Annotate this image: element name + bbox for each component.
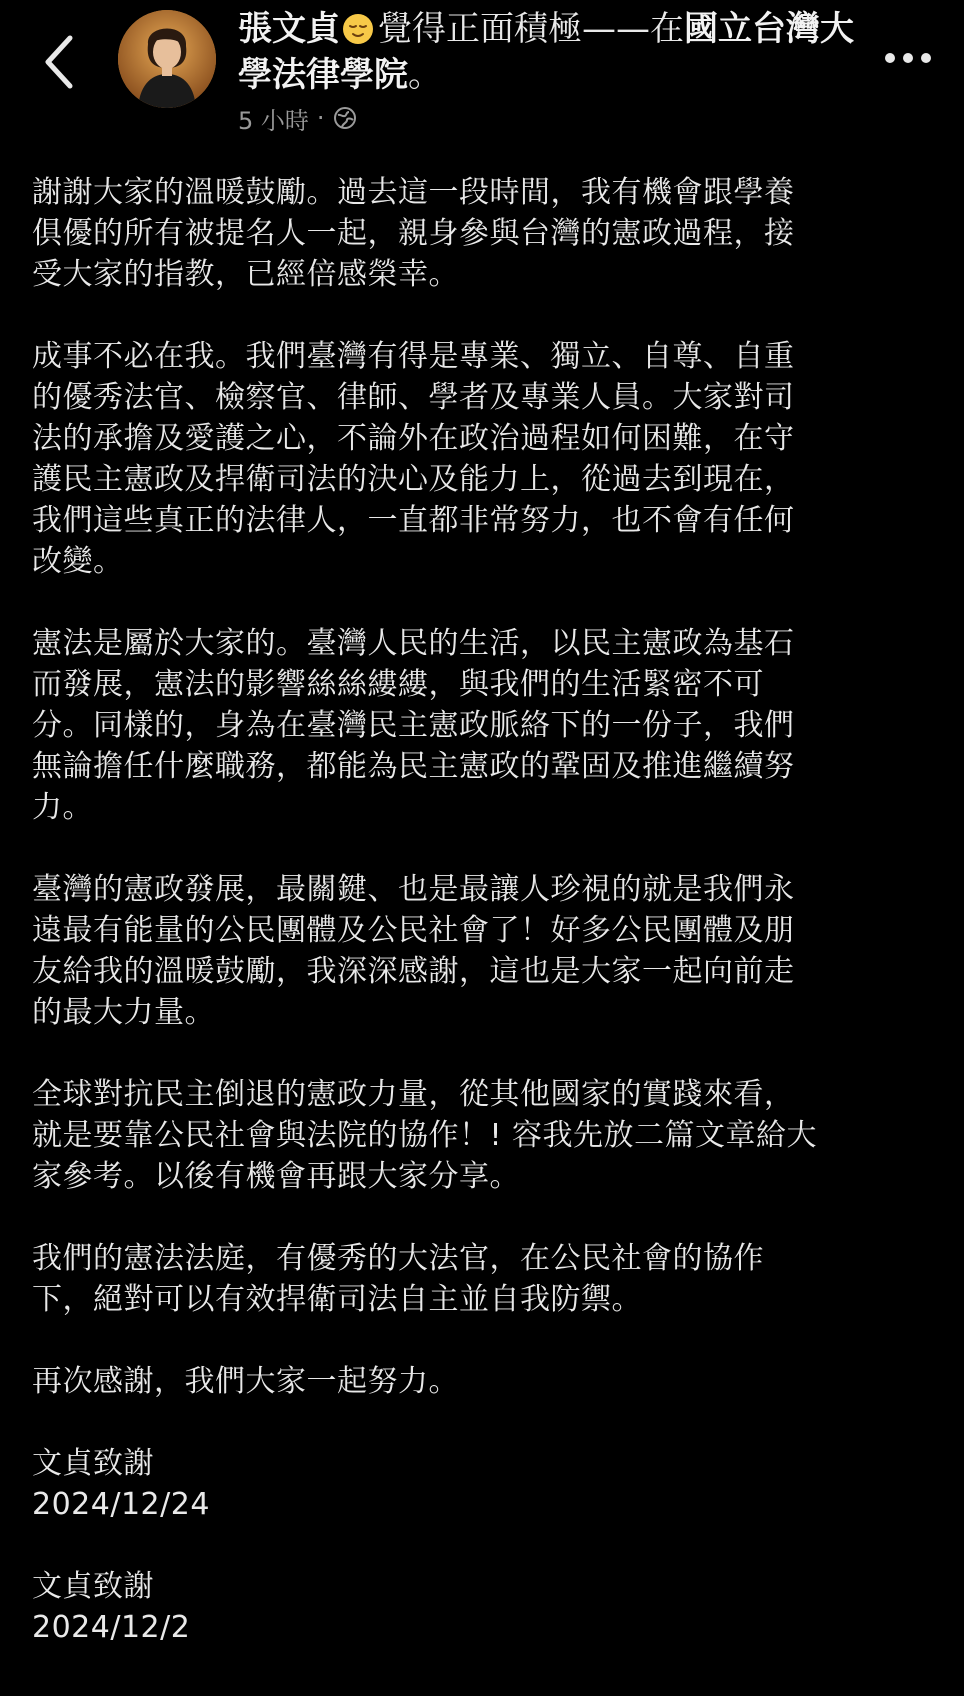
- post-signature: 文貞致謝 2024/12/24: [32, 1446, 210, 1522]
- post-paragraph: 全球對抗民主倒退的憲政力量，從其他國家的實踐來看， 就是要靠公民社會與法院的協作！! 容我先放二篇文章給大 家參考。以後有機會再跟大家分享。: [32, 1077, 818, 1194]
- meta-separator: ·: [316, 104, 325, 132]
- globe-icon: [333, 106, 357, 130]
- post-paragraph: 成事不必在我。我們臺灣有得是專業、獨立、自尊、自重 的優秀法官、檢察官、律師、學者及專業人員。大家對司 法的承擔及愛護之心，不論外在政治過程如何困難，在守 護民主憲政及捍衛司法的決心及能力上，從過去到現在， 我們這些真正的法律人，一直都非常努力，也不會有任何 改變。: [32, 339, 795, 579]
- post-header: [0, 0, 964, 150]
- post-meta: [238, 100, 357, 136]
- chevron-left-icon: [40, 32, 76, 92]
- post-body: [32, 172, 932, 1689]
- relieved-face-icon: [342, 11, 374, 43]
- post-paragraph: 憲法是屬於大家的。臺灣人民的生活，以民主憲政為基石 而發展，憲法的影響絲絲縷縷，與我們的生活緊密不可 分。同樣的，身為在臺灣民主憲政脈絡下的一份子，我們 無論擔任什麼職務，都能為民主憲政的鞏固及推進繼續努 力。: [32, 626, 795, 825]
- post-paragraph: 再次感謝，我們大家一起努力。: [32, 1364, 459, 1399]
- more-horizontal-icon: [884, 52, 932, 64]
- post-paragraph: 我們的憲法法庭，有優秀的大法官，在公民社會的協作 下，絕對可以有效捍衛司法自主並自我防禦。: [32, 1241, 764, 1317]
- back-button[interactable]: [28, 22, 88, 102]
- more-options-button[interactable]: [878, 38, 938, 78]
- post-paragraph: 臺灣的憲政發展，最關鍵、也是最讓人珍視的就是我們永 遠最有能量的公民團體及公民社會了！好多公民團體及朋 友給我的溫暖鼓勵，我深深感謝，這也是大家一起向前走 的最大力量。: [32, 872, 795, 1030]
- post-paragraph: 謝謝大家的溫暖鼓勵。過去這一段時間，我有機會跟學養 俱優的所有被提名人一起，親身參與台灣的憲政過程，接 受大家的指教，已經倍感榮幸。: [32, 175, 795, 292]
- author-name[interactable]: 張文貞: [238, 9, 340, 49]
- post-author-line: [238, 6, 858, 98]
- post-timestamp[interactable]: 5 小時: [238, 106, 309, 135]
- avatar[interactable]: [118, 10, 216, 108]
- post-signature: 文貞致謝 2024/12/2: [32, 1569, 191, 1645]
- place-name[interactable]: 國立台灣大學法律學院: [238, 9, 854, 95]
- feeling-text: 覺得正面積極——在: [378, 9, 684, 49]
- place-suffix: 。: [408, 55, 442, 95]
